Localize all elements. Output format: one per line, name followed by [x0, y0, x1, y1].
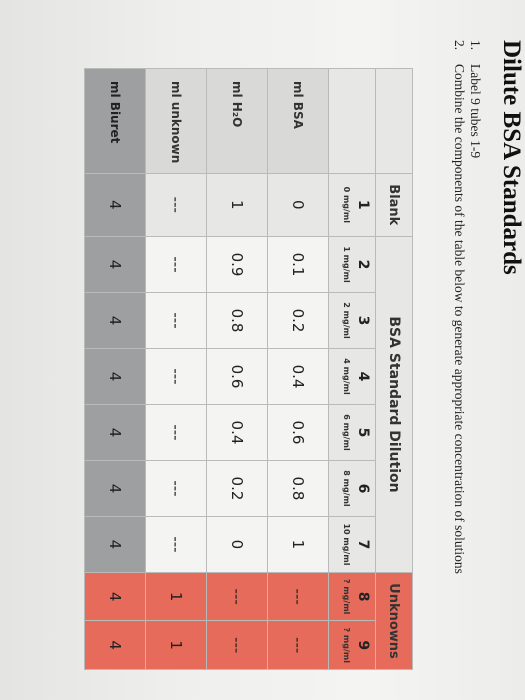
table-cell: 0.8 — [268, 460, 329, 516]
header-row — [376, 69, 413, 670]
dilution-table — [84, 68, 413, 670]
table-cell: 0.9 — [207, 237, 268, 293]
table-cell: --- — [146, 516, 207, 572]
tube-number: 2 — [355, 259, 371, 270]
table-cell: --- — [207, 572, 268, 620]
table-cell: --- — [146, 237, 207, 293]
tube-concentration: ? mg/ml — [342, 627, 351, 663]
table-cell: 4 — [85, 349, 146, 405]
tube-header — [329, 516, 376, 572]
tube-concentration: 6 mg/ml — [342, 414, 351, 451]
table-cell: 4 — [85, 173, 146, 236]
table-cell: 0.8 — [207, 293, 268, 349]
tube-row — [329, 69, 376, 670]
table-row — [268, 69, 329, 670]
row-label: ml unknown — [146, 69, 207, 174]
tube-header-unknown — [329, 572, 376, 620]
tube-header — [329, 237, 376, 293]
table-cell: --- — [146, 349, 207, 405]
table-cell: --- — [146, 404, 207, 460]
table-row — [207, 69, 268, 670]
table-cell: 0.2 — [207, 460, 268, 516]
table-cell: 4 — [85, 293, 146, 349]
tube-concentration: 0 mg/ml — [342, 186, 351, 224]
tube-header — [329, 460, 376, 516]
table-cell: 4 — [85, 572, 146, 620]
tube-number: 4 — [355, 371, 371, 382]
table-cell: 4 — [85, 516, 146, 572]
instruction-list — [451, 40, 483, 574]
row-label: ml H₂O — [207, 69, 268, 174]
list-number: 2. — [452, 40, 467, 51]
tube-number: 6 — [355, 483, 371, 494]
table-cell: --- — [268, 621, 329, 670]
table-cell: 1 — [268, 516, 329, 572]
table-cell: 0.6 — [268, 404, 329, 460]
table-cell: 4 — [85, 404, 146, 460]
list-text: Combine the components of the table below to generate appropriate concentration of solutions — [452, 64, 467, 574]
tube-header — [329, 404, 376, 460]
table-cell: 0.4 — [207, 404, 268, 460]
table-cell: 4 — [85, 237, 146, 293]
tube-header — [329, 349, 376, 405]
tube-concentration: ? mg/ml — [342, 578, 351, 615]
tube-number: 7 — [355, 539, 371, 550]
table-cell: --- — [146, 293, 207, 349]
table-cell: --- — [146, 460, 207, 516]
table-cell: --- — [268, 572, 329, 620]
table-cell: 0.2 — [268, 293, 329, 349]
list-item — [467, 40, 483, 574]
table-cell: 0 — [207, 516, 268, 572]
table-cell: --- — [146, 173, 207, 236]
tube-concentration: 1 mg/ml — [342, 246, 351, 283]
table-cell: --- — [207, 621, 268, 670]
list-number: 1. — [468, 40, 483, 51]
header-standard: BSA Standard Dilution — [376, 237, 413, 573]
corner-cell — [376, 69, 413, 174]
list-item — [451, 40, 467, 574]
tube-concentration: 8 mg/ml — [342, 470, 351, 507]
table-row — [85, 69, 146, 670]
tube-concentration: 2 mg/ml — [342, 302, 351, 339]
list-text: Label 9 tubes 1-9 — [468, 64, 483, 159]
table-row — [146, 69, 207, 670]
table-cell: 0 — [268, 173, 329, 236]
page-title: Dilute BSA Standards — [498, 40, 525, 275]
tube-number: 9 — [355, 640, 371, 651]
tube-header — [329, 293, 376, 349]
table-cell: 1 — [207, 173, 268, 236]
dilution-table-wrap — [84, 68, 413, 670]
table-cell: 4 — [85, 621, 146, 670]
tube-number: 3 — [355, 315, 371, 326]
table-cell: 0.4 — [268, 349, 329, 405]
tube-number: 8 — [355, 591, 371, 602]
table-cell: 1 — [146, 621, 207, 670]
header-blank: Blank — [376, 173, 413, 236]
corner-cell — [329, 69, 376, 174]
tube-number: 5 — [355, 427, 371, 438]
table-cell: 4 — [85, 460, 146, 516]
tube-number: 1 — [355, 199, 371, 210]
row-label: ml Biuret — [85, 69, 146, 174]
row-label: ml BSA — [268, 69, 329, 174]
header-unknowns: Unknowns — [376, 572, 413, 669]
table-cell: 1 — [146, 572, 207, 620]
tube-concentration: 10 mg/ml — [342, 523, 351, 566]
tube-header-unknown — [329, 621, 376, 670]
tube-concentration: 4 mg/ml — [342, 358, 351, 395]
tube-header — [329, 173, 376, 236]
table-cell: 0.1 — [268, 237, 329, 293]
table-cell: 0.6 — [207, 349, 268, 405]
document-page — [13, 30, 525, 670]
